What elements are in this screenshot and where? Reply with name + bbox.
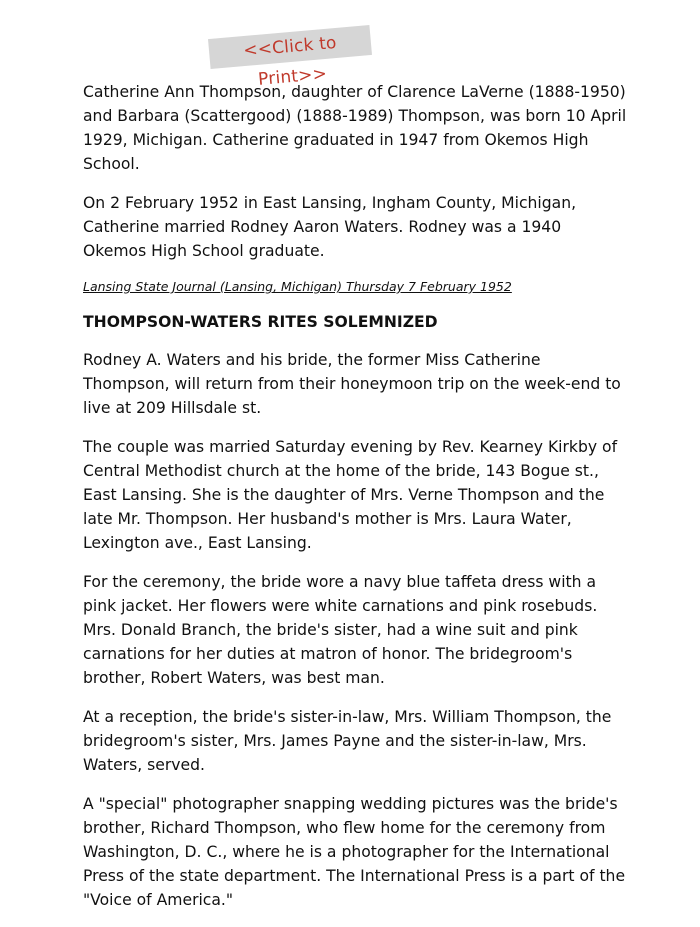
- click-to-print-button[interactable]: <<Click to Print>>: [208, 25, 372, 69]
- intro-paragraph: On 2 February 1952 in East Lansing, Ingham County, Michigan, Catherine married Rodney Aaron Waters. Rodney was a 1940 Okemos High School graduate.: [83, 194, 577, 260]
- article-paragraph: Rodney A. Waters and his bride, the former Miss Catherine Thompson, will return from their honeymoon trip on the week-end to live at 209 Hillsdale st.: [83, 351, 621, 417]
- article-paragraph: A "special" photographer snapping wedding pictures was the bride's brother, Richard Thompson, who flew home for the ceremony from Washington, D. C., where he is a photographer for the International Press of the state department. The International Press is a part of the "Voice of America.": [83, 795, 626, 909]
- article-headline: THOMPSON-WATERS RITES SOLEMNIZED: [83, 313, 438, 331]
- article-paragraph: At a reception, the bride's sister-in-law, Mrs. William Thompson, the bridegroom's sister, Mrs. James Payne and the sister-in-law, Mrs. Waters, served.: [83, 708, 612, 774]
- article-paragraph: The couple was married Saturday evening by Rev. Kearney Kirkby of Central Methodist church at the home of the bride, 143 Bogue st., East Lansing. She is the daughter of Mrs. Verne Thompson and the late Mr. Thompson. Her husband's mother is Mrs. Laura Water, Lexington ave., East Lansing.: [83, 438, 618, 552]
- newspaper-source-citation: Lansing State Journal (Lansing, Michigan) Thursday 7 February 1952: [83, 279, 512, 294]
- document-body: [83, 80, 628, 927]
- article-paragraph: For the ceremony, the bride wore a navy blue taffeta dress with a pink jacket. Her flowers were white carnations and pink rosebuds. Mrs. Donald Branch, the bride's sister, had a wine suit and pink carnations for her duties at matron of honor. The bridegroom's brother, Robert Waters, was best man.: [83, 573, 598, 687]
- intro-paragraph: Catherine Ann Thompson, daughter of Clarence LaVerne (1888-1950) and Barbara (Scattergood) (1888-1989) Thompson, was born 10 April 1929, Michigan. Catherine graduated in 1947 from Okemos High School.: [83, 83, 627, 173]
